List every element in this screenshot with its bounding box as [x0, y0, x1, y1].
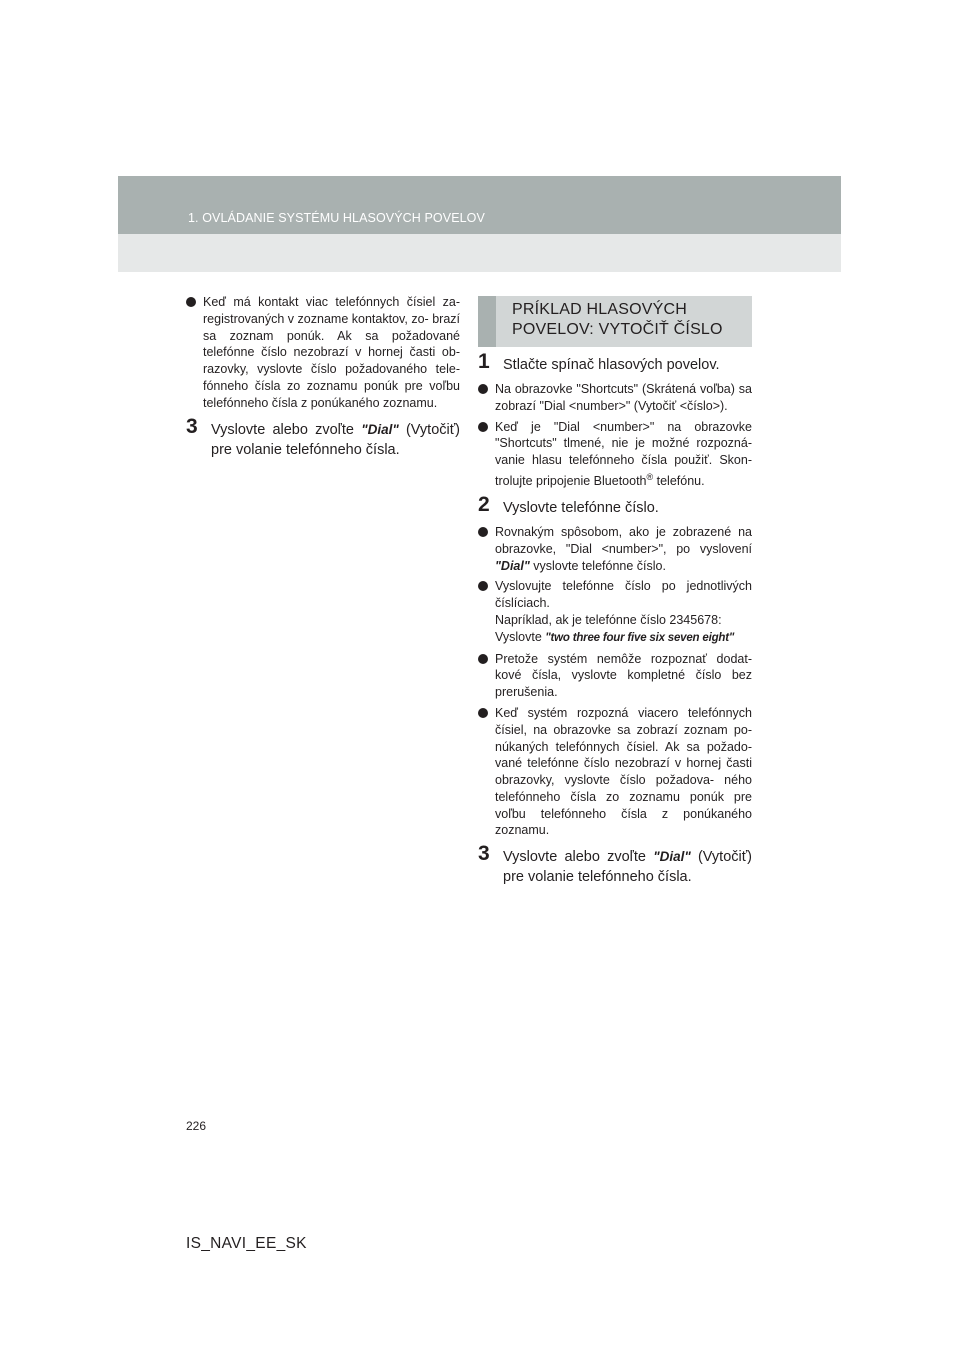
document-code: IS_NAVI_EE_SK	[186, 1235, 307, 1252]
header-band	[118, 176, 841, 234]
bullet-icon	[478, 581, 488, 591]
bullet-item	[478, 705, 752, 839]
bullet-text: Vyslovujte telefónne číslo po jednotlivých číslíciach.	[495, 579, 752, 611]
step-emphasis: "Dial"	[361, 421, 399, 437]
bullet-text-after: vyslovte telefónne číslo.	[529, 558, 666, 573]
bullet-icon	[186, 297, 196, 307]
say-label: Vyslovte	[495, 629, 546, 644]
section-title-line1: PRÍKLAD HLASOVÝCH	[512, 301, 688, 318]
bullet-text: Keď má kontakt viac telefónnych čísiel za- registrovaných v zozname kontaktov, zo- brazí sa zoznam ponúk. Ak sa požadované telefónne číslo nezobrazí v hornej časti ob- razovky, vyslovte číslo požadovaného tele- fónneho čísla zo zoznamu ponúk pre voľbu telefónneho čísla z ponúkaného zoznamu.	[203, 295, 460, 410]
bullet-item	[186, 294, 460, 412]
bullet-text: Pretože systém nemôže rozpoznať dodat- kové čísla, vyslovte kompletné číslo bez prerušenia.	[495, 651, 752, 700]
left-column	[186, 294, 460, 466]
step-2	[478, 492, 752, 518]
step-text: Stlačte spínač hlasových povelov.	[503, 357, 720, 373]
bullet-item	[478, 419, 752, 490]
bullet-icon	[478, 708, 488, 718]
bullet-text-example: Napríklad, ak je telefónne číslo 2345678:	[495, 612, 722, 627]
bullet-text-say	[495, 629, 752, 647]
bullet-text-before: Rovnakým spôsobom, ako je zobrazené na obrazovke, "Dial <number>", po vyslovení	[495, 524, 752, 556]
bullet-text: Keď systém rozpozná viacero telefónnych čísiel, na obrazovke sa zobrazí zoznam po- núkaných telefónnych čísiel. Ak sa požado- vané telefónne číslo nezobrazí v hornej časti obrazovky, vyslovte číslo požadova- ného telefónneho čísla zo zoznamu ponúk pre voľbu telefónneho čísla z ponúkaného zoznamu.	[495, 705, 752, 838]
step-text-before: Vyslovte alebo zvoľte	[503, 849, 654, 866]
chapter-title: 1. OVLÁDANIE SYSTÉMU HLASOVÝCH POVELOV	[188, 211, 485, 225]
registered-mark: ®	[646, 471, 654, 482]
bullet-icon	[478, 527, 488, 537]
step-text: Vyslovte telefónne číslo.	[503, 499, 659, 516]
step-text-before: Vyslovte alebo zvoľte	[211, 421, 362, 438]
bullet-text-before: Keď je "Dial <number>" na obrazovke "Shortcuts" tlmené, nie je možné rozpozná- vanie hlasu telefónneho čísla použiť. Skon- trolujte pripojenie Bluetooth	[495, 419, 752, 489]
step-text-after: (Vytočiť) pre volanie telefónneho čísla.	[211, 421, 460, 458]
section-heading	[478, 296, 752, 347]
bullet-item	[478, 381, 752, 415]
step-emphasis: "Dial"	[653, 849, 691, 865]
page-number: 226	[186, 1119, 207, 1133]
step-3-right	[478, 842, 752, 887]
bullet-text: Na obrazovke "Shortcuts" (Skrátená voľba) sa zobrazí "Dial <number>" (Vytočiť <číslo>).	[495, 382, 752, 413]
bullet-item	[478, 578, 752, 646]
bullet-icon	[478, 654, 488, 664]
step-number: 3	[186, 414, 198, 438]
bullet-text	[495, 524, 752, 574]
step-number: 1	[478, 350, 490, 373]
step-1	[478, 350, 752, 375]
right-column	[478, 296, 752, 893]
step-3-left	[186, 414, 460, 460]
bullet-icon	[478, 384, 488, 394]
bullet-item	[478, 524, 752, 574]
bullet-icon	[478, 422, 488, 432]
bullet-item	[478, 651, 752, 701]
section-title-line2: POVELOV: VYTOČIŤ ČÍSLO	[512, 321, 723, 338]
step-number: 2	[478, 492, 490, 516]
section-heading-bar	[478, 296, 496, 347]
say-phrase: "two three four five six seven eight"	[545, 631, 735, 644]
bullet-text-after: telefónu.	[653, 474, 705, 489]
step-text-after: (Vytočiť) pre volanie telefónneho čísla.	[503, 849, 752, 886]
bullet-emphasis: "Dial"	[495, 558, 530, 573]
step-number: 3	[478, 842, 490, 866]
section-heading-title	[512, 300, 723, 340]
bullet-text	[495, 419, 752, 490]
header-band-lower	[118, 234, 841, 272]
